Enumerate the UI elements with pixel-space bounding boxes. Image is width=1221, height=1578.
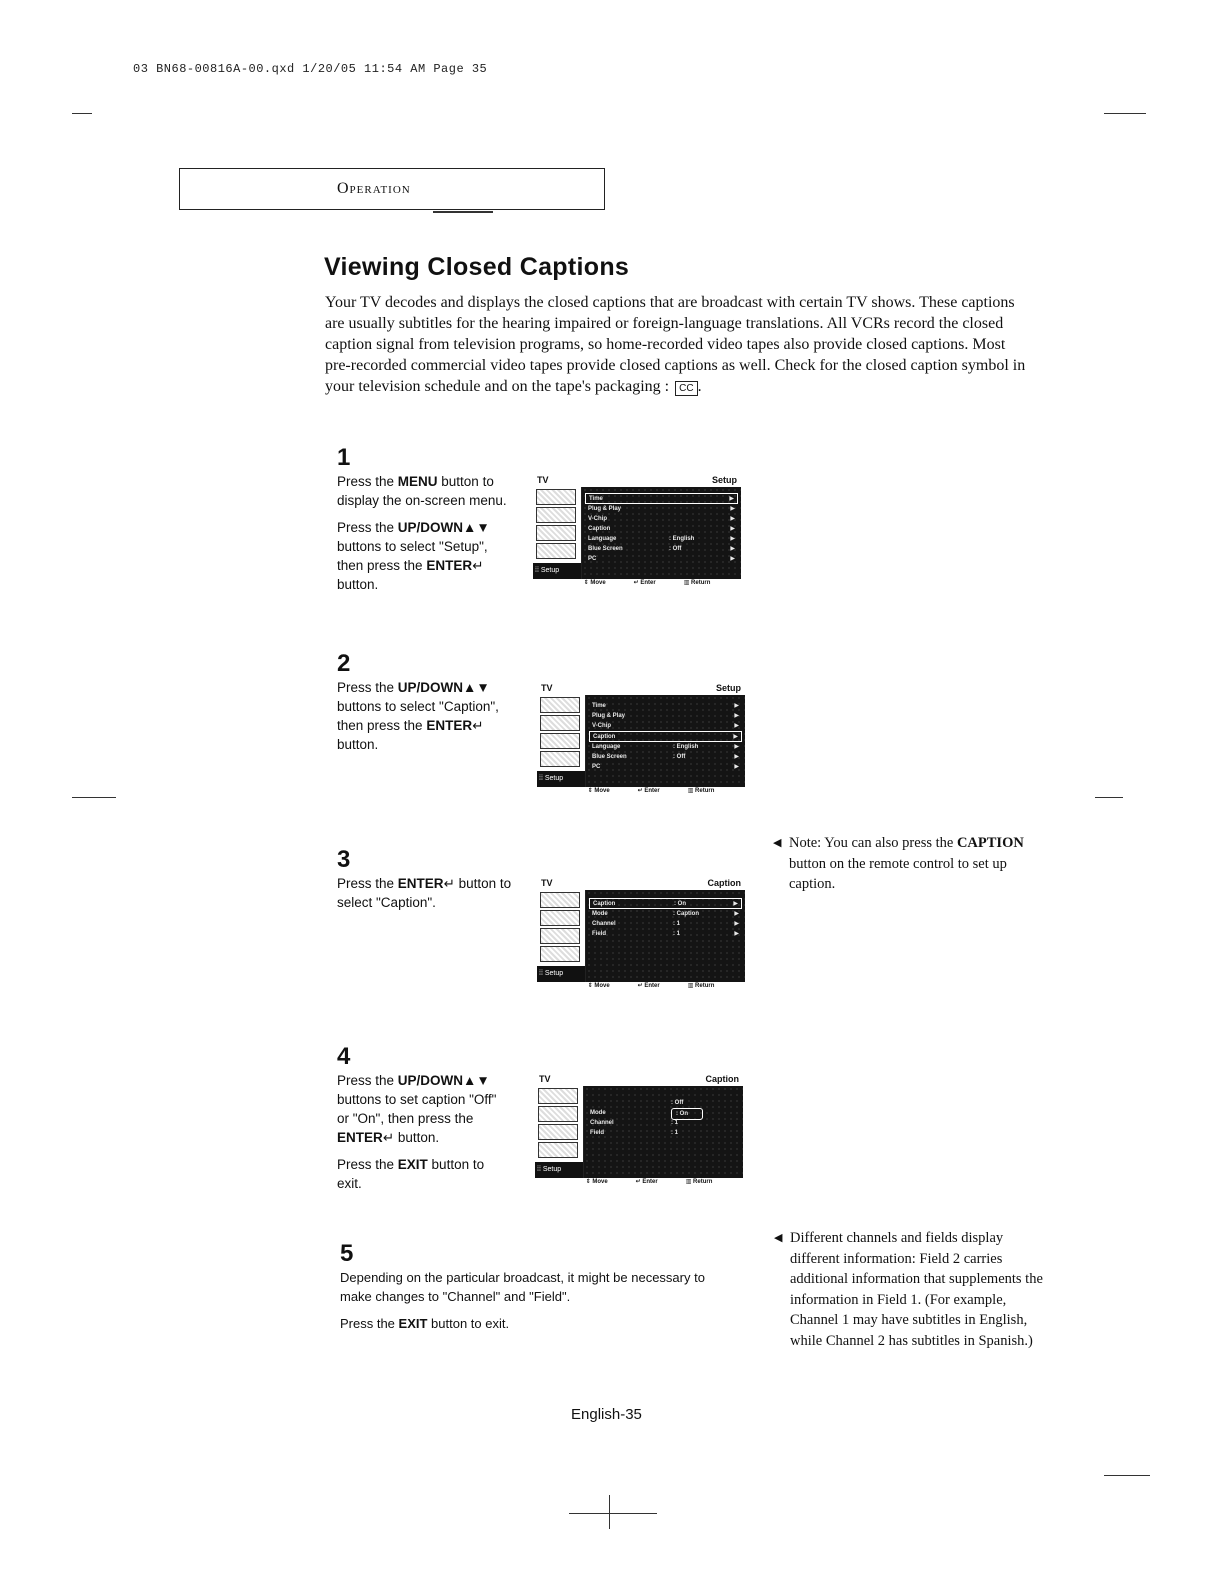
crop-mark: [1104, 113, 1146, 114]
menu-item: Field : 1 ▶: [589, 929, 742, 939]
menu-panel: [582, 487, 741, 579]
note-pointer-icon: ◀: [774, 1232, 783, 1244]
step-instruction: Press the MENU button to display the on-screen menu.: [337, 474, 507, 508]
menu-item: Caption ▶: [589, 731, 742, 742]
screen-mode-label: Caption: [705, 1074, 739, 1084]
menu-item: PC ▶: [588, 556, 735, 562]
setup-icon: ⁞⁞ Setup: [537, 966, 585, 982]
menu-item: V-Chip ▶: [588, 516, 735, 522]
tv-menu-screen: [535, 1074, 743, 1188]
screen-footer: ⇕ Move ↵ Enter ▥ Return: [583, 580, 711, 586]
page-title: Viewing Closed Captions: [324, 253, 630, 281]
setup-icon: ⁞⁞ Setup: [533, 563, 581, 579]
menu-item: Mode : On: [587, 1108, 740, 1118]
crop-mark: [1104, 1475, 1150, 1476]
sound-icon: [536, 507, 576, 523]
page-number: English-35: [571, 1406, 642, 1423]
menu-item: : Off: [587, 1098, 740, 1108]
step-2: [337, 650, 512, 754]
step-number: 2: [337, 650, 351, 677]
menu-item: Language : English ▶: [589, 742, 742, 752]
sound-icon: [540, 715, 580, 731]
section-header: [179, 168, 605, 210]
screen-mode-label: Setup: [715, 683, 741, 693]
tv-menu-screen: [537, 683, 745, 797]
step-instruction: Press the UP/DOWN▲▼ buttons to set caption "Off" or "On", then press the ENTER↵ button.: [337, 1073, 497, 1145]
menu-item: Blue Screen : Off ▶: [589, 752, 742, 762]
menu-item: Time ▶: [592, 703, 739, 709]
menu-item: Channel : 1 ▶: [589, 919, 742, 929]
menu-icon-column: [537, 890, 586, 982]
tv-menu-screen: [537, 878, 745, 992]
channel-icon: [538, 1124, 578, 1140]
menu-item: Caption : On ▶: [589, 898, 742, 909]
enter-icon: ↵: [472, 718, 484, 733]
screen-mode-label: Caption: [707, 878, 741, 888]
section-underline: [433, 211, 493, 213]
step-4: [337, 1043, 512, 1193]
screen-tv-label: TV: [537, 475, 549, 485]
step-instruction: Press the EXIT button to exit.: [340, 1316, 510, 1331]
step-instruction: Press the EXIT button to exit.: [337, 1157, 485, 1191]
setup-icon: ⁞⁞ Setup: [535, 1162, 583, 1178]
tv-menu-screen: [533, 475, 741, 589]
screen-mode-label: Setup: [711, 475, 737, 485]
intro-text: Your TV decodes and displays the closed captions that are broadcast with certain TV shows. These captions are usually subtitles for the hearing impaired or foreign-language translations. All VCRs record the closed caption signal from television programs, so home-recorded video tapes also provide closed captions. Most pre-recorded commercial video tapes provide closed captions as well. Check for the closed caption symbol in your television schedule and on the tape's packaging :: [325, 294, 1026, 395]
sound-icon: [538, 1106, 578, 1122]
step-number: 3: [337, 846, 351, 873]
intro-paragraph: Your TV decodes and displays the closed captions that are broadcast with certain TV shows. These captions are usually subtitles for the hearing impaired or foreign-language translations. All VCRs record the closed caption signal from television programs, so home-recorded video tapes also provide closed captions. Most pre-recorded commercial video tapes provide closed captions as well. Check for the closed caption symbol in your television schedule and on the tape's packaging : CC .: [325, 294, 1026, 395]
step-instruction: Press the UP/DOWN▲▼ buttons to select "Setup", then press the ENTER↵ button.: [337, 520, 490, 592]
picture-icon: [538, 1088, 578, 1104]
menu-item: Caption ▶: [588, 526, 735, 532]
print-slug: 03 BN68-00816A-00.qxd 1/20/05 11:54 AM Page 35: [133, 62, 488, 76]
screen-footer: ⇕ Move ↵ Enter ▥ Return: [587, 983, 715, 989]
setup-icon: ⁞⁞ Setup: [537, 771, 585, 787]
screen-tv-label: TV: [541, 878, 553, 888]
step-3: [337, 846, 512, 912]
step-instruction: Press the UP/DOWN▲▼ buttons to select "Caption", then press the ENTER↵ button.: [337, 680, 499, 752]
channel-icon: [536, 525, 576, 541]
function-icon: [540, 946, 580, 962]
step-number: 5: [340, 1240, 354, 1267]
menu-item: Plug & Play ▶: [592, 713, 739, 719]
step-number: 4: [337, 1043, 351, 1070]
screen-tv-label: TV: [541, 683, 553, 693]
note-pointer-icon: ◀: [773, 837, 782, 849]
section-label: Operation: [337, 180, 411, 197]
picture-icon: [540, 892, 580, 908]
step-instruction: Press the ENTER↵ button to select "Caption".: [337, 876, 512, 910]
sound-icon: [540, 910, 580, 926]
caption-note: ◀ Note: You can also press the CAPTION button on the remote control to set up caption.: [773, 835, 1024, 892]
crop-mark: [72, 797, 116, 798]
menu-item: Mode : Caption ▶: [589, 909, 742, 919]
enter-icon: ↵: [443, 876, 455, 891]
menu-item: Blue Screen : Off ▶: [585, 544, 738, 554]
picture-icon: [536, 489, 576, 505]
screen-footer: ⇕ Move ↵ Enter ▥ Return: [587, 788, 715, 794]
menu-item: Time ▶: [585, 493, 738, 504]
channel-icon: [540, 928, 580, 944]
menu-item: V-Chip ▶: [592, 723, 739, 729]
menu-icon-column: [533, 487, 582, 579]
menu-item: Plug & Play ▶: [588, 506, 735, 512]
enter-icon: ↵: [382, 1130, 395, 1145]
crop-mark: [609, 1495, 610, 1529]
menu-panel: [586, 695, 745, 787]
screen-tv-label: TV: [539, 1074, 551, 1084]
menu-item: PC ▶: [592, 764, 739, 770]
channels-note: ◀ Different channels and fields display different information: Field 2 carries additional information that supplements the information in Field 1. (For example, Channel 1 may have subtitles in English, while Channel 2 has subtitles in Spanish.): [774, 1230, 1043, 1349]
channel-icon: [540, 733, 580, 749]
cc-symbol-icon: CC: [675, 381, 697, 396]
menu-item: Field : 1: [587, 1128, 740, 1138]
menu-panel: [584, 1086, 743, 1178]
menu-item: Language : English ▶: [585, 534, 738, 544]
menu-icon-column: [535, 1086, 584, 1178]
picture-icon: [540, 697, 580, 713]
crop-mark: [1095, 797, 1123, 798]
function-icon: [536, 543, 576, 559]
enter-icon: ↵: [472, 558, 484, 573]
function-icon: [540, 751, 580, 767]
step-instruction: Depending on the particular broadcast, it might be necessary to make changes to "Channel" and "Field".: [340, 1270, 705, 1304]
step-number: 1: [337, 444, 351, 471]
crop-mark: [569, 1513, 657, 1514]
crop-mark: [72, 113, 92, 114]
menu-icon-column: [537, 695, 586, 787]
screen-footer: ⇕ Move ↵ Enter ▥ Return: [585, 1179, 713, 1185]
menu-panel: [586, 890, 745, 982]
step-1: [337, 444, 512, 594]
step-5: [340, 1240, 720, 1333]
function-icon: [538, 1142, 578, 1158]
menu-item: Channel : 1: [587, 1118, 740, 1128]
